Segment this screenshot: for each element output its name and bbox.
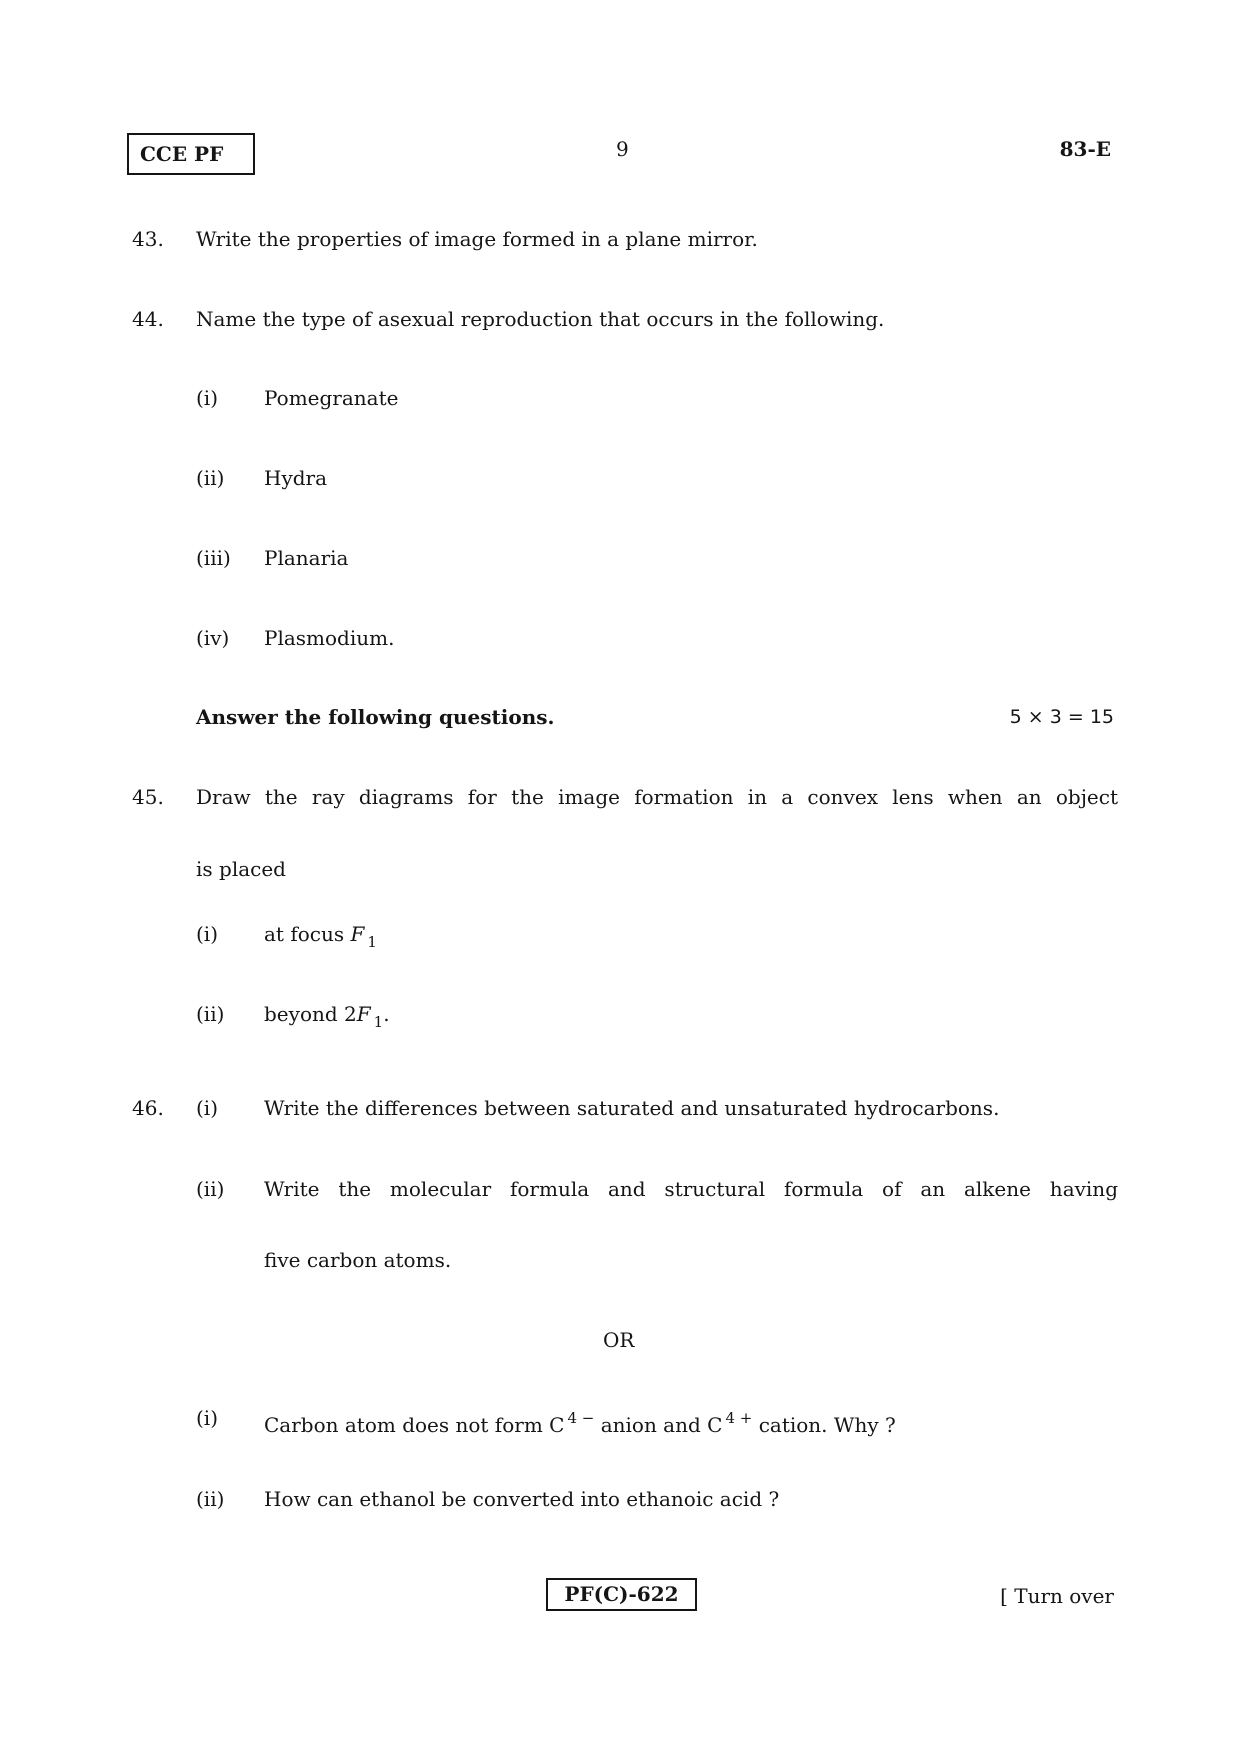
page-number: 9 (616, 137, 629, 161)
item-label: (iii) (196, 546, 231, 570)
focus-symbol: F (356, 1002, 371, 1026)
item-label: (i) (196, 386, 219, 410)
part-text (264, 1404, 896, 1439)
section-instruction: Answer the following questions. (196, 705, 555, 729)
item-label: (iv) (196, 626, 230, 650)
footer-code-box (546, 1578, 697, 1611)
part-text: Write the differences between saturated and unsaturated hydrocarbons. (264, 1096, 1000, 1120)
question-text: Name the type of asexual reproduction that occurs in the following. (196, 307, 885, 331)
question-number: 44. (132, 307, 164, 331)
anion-charge: 4 − (567, 1409, 595, 1427)
focus-coefficient: 2 (344, 1002, 357, 1026)
item-text: Plasmodium. (264, 626, 395, 650)
question-text-line: Draw the ray diagrams for the image formation in a convex lens when an object (196, 785, 1118, 809)
part-text-post: cation. Why ? (758, 1413, 896, 1437)
cation-charge: 4 + (725, 1409, 753, 1427)
item-text: Hydra (264, 466, 328, 490)
item-tail: . (383, 1002, 390, 1026)
focus-symbol: F (350, 922, 365, 946)
part-label: (i) (196, 1406, 219, 1430)
section-marks: 5 × 3 = 15 (1009, 706, 1114, 728)
part-text: How can ethanol be converted into ethanoic acid ? (264, 1487, 780, 1511)
item-words: at focus (264, 922, 345, 946)
question-number: 46. (132, 1096, 164, 1120)
item-text (264, 1000, 390, 1036)
part-label: (i) (196, 1096, 219, 1120)
footer-code: PF(C)-622 (564, 1582, 679, 1606)
item-label: (ii) (196, 466, 225, 490)
focus-subscript: 1 (373, 1013, 384, 1031)
question-text: Write the properties of image formed in a plane mirror. (196, 227, 758, 251)
part-text-line: Write the molecular formula and structural formula of an alkene having (264, 1177, 1118, 1201)
paper-code-box (127, 133, 255, 175)
question-text-line: is placed (196, 857, 286, 881)
part-label: (ii) (196, 1177, 225, 1201)
paper-code: CCE PF (140, 142, 224, 166)
or-divider: OR (603, 1328, 635, 1352)
focus-subscript: 1 (367, 933, 377, 951)
question-number: 45. (132, 785, 164, 809)
part-text-pre: Carbon atom does not form C (264, 1413, 565, 1437)
part-text-mid: anion and C (600, 1413, 723, 1437)
item-label: (ii) (196, 1002, 225, 1026)
paper-number: 83-E (1059, 137, 1111, 161)
item-text (264, 920, 377, 956)
item-label: (i) (196, 922, 219, 946)
item-text: Pomegranate (264, 386, 399, 410)
part-text-line: five carbon atoms. (264, 1248, 452, 1272)
item-words: beyond (264, 1002, 338, 1026)
item-text: Planaria (264, 546, 349, 570)
question-number: 43. (132, 227, 164, 251)
part-label: (ii) (196, 1487, 225, 1511)
turn-over-note: [ Turn over (1000, 1584, 1114, 1608)
